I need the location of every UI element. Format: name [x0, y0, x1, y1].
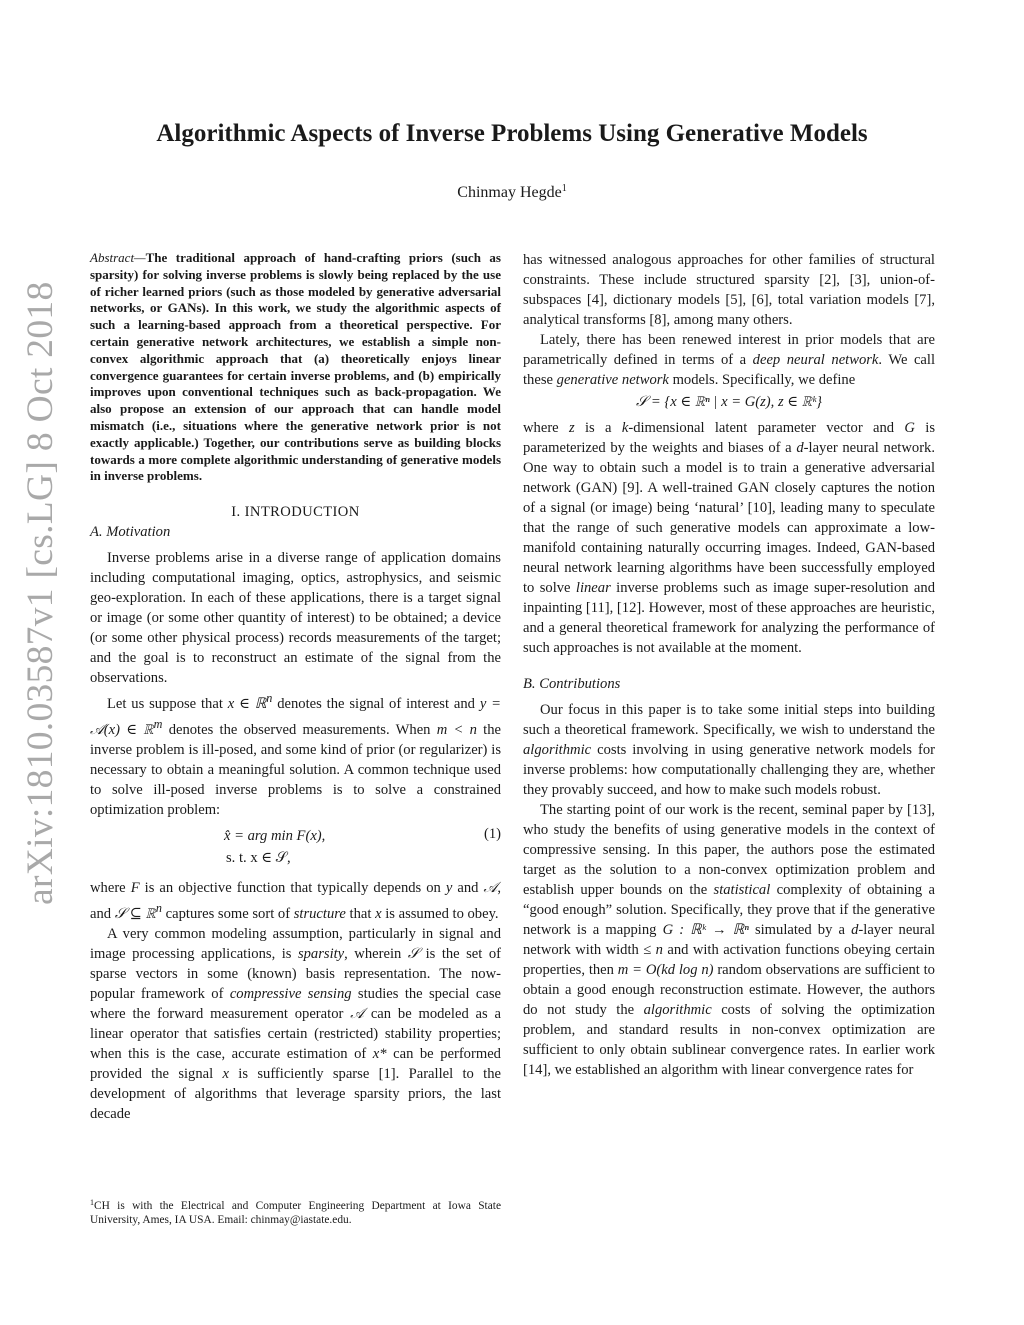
paper-title: Algorithmic Aspects of Inverse Problems Using Generative Models: [156, 120, 868, 147]
right-paragraph-3: [523, 418, 935, 658]
abstract-label: Abstract—: [90, 250, 146, 265]
text: is assumed to obey.: [385, 905, 499, 922]
math-z: z: [568, 420, 575, 436]
text: inverse problems such as image super-resolution and inpainting [11], [12]. However, most of these approaches are heuristic, and a general theoretical framework for analyzing the performance of such approaches is not available at the moment.: [523, 580, 935, 656]
author-name: [0, 178, 1024, 204]
text: is sufficiently sparse [1]. Parallel to the development of algorithms that leverage sparsity priors, the last decade: [90, 1065, 501, 1122]
equation-number: (1): [483, 825, 501, 842]
emphasis-statistical: statistical: [713, 882, 771, 898]
author-text: Chinmay Hegde: [457, 184, 562, 201]
text: studies the special case where the forward measurement operator: [90, 985, 501, 1022]
text: Our focus in this paper is to take some initial steps into building such a theoretical framework. Specifically, we wish to understand the: [523, 702, 935, 738]
text: can be performed provided the signal: [90, 1045, 501, 1082]
text: random observations are sufficient to obtain a good enough reconstruction estimate. However, the authors do not study the: [523, 962, 935, 1018]
math-S-subset: [114, 900, 162, 922]
text: is a: [585, 420, 612, 436]
math-y: y: [445, 879, 453, 896]
text: costs of solving the optimization problem, and standard results in non-convex optimization are sufficient to only obtain sublinear convergence rates. In earlier work [14], we established an algorithm with linear convergence rates for: [523, 1002, 936, 1078]
text: Lately, there has been renewed interest in prior models that are parametrically defined in terms of a: [523, 332, 935, 368]
text: -dimensional latent parameter vector and: [628, 420, 895, 436]
equation-1: [90, 824, 501, 870]
abstract-text: The traditional approach of hand-crafting priors (such as sparsity) for solving inverse problems is slowly being replaced by the use of richer learned priors (such as those modeled by generative adversarial networks, or GANs). In this work, we study the algorithmic aspects of such a learning-based approach from a theoretical perspective. For certain generative network architectures, we establish a simple non-convex algorithmic approach that (a) theoretically enjoys linear convergence guarantees for certain inverse problems, and (b) empirically improves upon conventional techniques such as back-propagation. We also propose an extension of our approach that can handle model mismatch (i.e., situations where the generative network prior is not exactly applicable.) Together, our contributions serve as building blocks towards a more complete algorithmic understanding of generative models in inverse problems.: [90, 250, 501, 484]
math-A: 𝒜: [350, 1005, 364, 1022]
math-sup: n: [266, 691, 273, 706]
math-S: 𝒮: [407, 945, 420, 962]
text: models. Specifically, we define: [672, 372, 856, 388]
math-F: F: [130, 879, 140, 896]
right-paragraph-5: [523, 800, 935, 1080]
right-paragraph-2: [523, 330, 935, 390]
equation-set-definition: 𝒮 = {x ∈ ℝⁿ | x = G(z), z ∈ ℝᵏ}: [635, 394, 823, 410]
text: , and: [90, 879, 501, 922]
text: that: [349, 905, 372, 922]
text: can be modeled as a linear operator that satisfies certain (restricted) stability properties; when this is the case, accurate estimation of: [90, 1005, 502, 1062]
emphasis-algorithmic: algorithmic: [523, 742, 592, 758]
text: A very common modeling assumption, particularly in signal and image processing applications, is: [90, 925, 501, 962]
text: simulated by a: [754, 922, 845, 938]
footnote-text: CH is with the Electrical and Computer Engineering Department at Iowa State University, Ames, IA USA. Email: chinmay@iastate.edu.: [90, 1200, 501, 1227]
subsection-heading-motivation: A. Motivation: [90, 524, 171, 541]
math-x-in-rn: [227, 691, 273, 713]
math-x-star: x*: [372, 1045, 387, 1062]
math-m-less-n: m < n: [436, 721, 477, 738]
math-G: G: [904, 420, 915, 436]
text: Let us suppose that: [107, 696, 223, 713]
left-column: [90, 250, 501, 1124]
right-paragraph-4: [523, 700, 935, 800]
text: captures some sort of: [165, 905, 291, 922]
math-sup: n: [155, 900, 162, 915]
math-k: k: [621, 420, 629, 436]
text: costs involving in using generative network models for inverse problems: how computationally challenging they are, whether they provably succeed, and how to make such models robust.: [523, 742, 935, 798]
intro-paragraph-1: Inverse problems arise in a diverse range of application domains including computational imaging, optics, astrophysics, and seismic geo-exploration. In each of these applications, there is a target signal or image (or some other quantity of interest) to be obtained; a device (or some other physical process) records measurements of the target; and the goal is to reconstruct an estimate of the signal from the observations.: [90, 550, 501, 687]
math-sample-complexity: m = O(kd log n): [617, 962, 714, 978]
text: is an objective function that typically depends on: [144, 879, 441, 896]
math-mapping-G: G : ℝᵏ → ℝⁿ: [662, 922, 749, 938]
text: denotes the signal of interest and: [277, 696, 475, 713]
author-footnote-mark: 1: [561, 183, 567, 194]
equation-1-line-2: s. t. x ∈ 𝒮,: [226, 849, 291, 866]
text: denotes the observed measurements. When: [168, 721, 431, 738]
abstract: [90, 250, 501, 485]
emphasis-generative-network: generative network: [556, 372, 669, 388]
emphasis-algorithmic: algorithmic: [643, 1002, 712, 1018]
right-paragraph-1: has witnessed analogous approaches for other families of structural constraints. These include structured sparsity [2], [3], union-of-subspaces [4], dictionary models [5], [6], total variation models [7], analytical transforms [8], among many others.: [523, 252, 935, 328]
arxiv-identifier: arXiv:1810.03587v1 [cs.LG] 8 Oct 2018: [20, 281, 61, 905]
text: is parameterized by the weights and biases of a: [523, 420, 936, 456]
math-text: 𝒮 ⊆ ℝ: [114, 905, 156, 922]
emphasis-compressive-sensing: compressive sensing: [229, 985, 352, 1002]
text: The starting point of our work is the recent, seminal paper by [13], who study the benefits of using generative models in the context of compressive sensing. In this paper, the authors pose the estimated target as the solution to a non-convex optimization problem and establish upper bounds on the: [523, 802, 935, 898]
intro-paragraph-2: [90, 688, 501, 820]
math-A: 𝒜: [483, 879, 498, 896]
text: and with activation functions obeying certain properties, then: [523, 942, 935, 978]
subsection-heading-contributions: B. Contributions: [523, 676, 621, 692]
math-x: x: [375, 905, 382, 922]
footnote: [90, 1196, 501, 1228]
text: where: [90, 879, 126, 896]
emphasis-linear: linear: [575, 580, 611, 596]
text: , wherein: [344, 945, 402, 962]
math-width: ≤ n: [643, 942, 663, 958]
intro-paragraph-3: [90, 878, 501, 924]
text: . We call these: [523, 352, 936, 388]
right-column: [523, 250, 935, 1080]
text: the inverse problem is ill-posed, and some kind of prior (or regularizer) is necessary to obtain a meaningful solution. A common technique used to solve ill-posed inverse problems is to solve a constrained optimization problem:: [90, 721, 501, 818]
math-sup: m: [153, 717, 163, 732]
math-d: d: [796, 440, 804, 456]
math-d: d: [851, 922, 859, 938]
section-heading-introduction: I. INTRODUCTION: [231, 504, 360, 521]
text: where: [523, 420, 559, 436]
emphasis-sparsity: sparsity: [297, 945, 345, 962]
equation-1-line-1: x̂ = arg min F(x),: [224, 827, 326, 844]
math-text: x ∈ ℝ: [227, 696, 267, 713]
text: -layer neural network with width: [523, 922, 936, 958]
text: is the set of sparse vectors in some (known) basis representation. The now-popular framework of: [90, 945, 501, 1002]
text: complexity of obtaining a “good enough” solution. Specifically, they prove that if the generative network is a mapping: [523, 882, 935, 938]
emphasis-structure: structure: [293, 905, 346, 922]
math-text: y = 𝒜(x) ∈ ℝ: [90, 696, 501, 738]
text: -layer neural network. One way to obtain such a model is to train a generative adversarial network (GAN) [9]. A well-trained GAN closely captures the notion of a signal (or image) being ‘natural’ [10], leading many to speculate that the range of such generative models can approximate a low-manifold containing naturally occurring images. Indeed, GAN-based neural network learning algorithms have been successfully employed to solve: [523, 440, 935, 596]
emphasis-deep-neural-network: deep neural network: [752, 352, 879, 368]
math-x: x: [222, 1065, 229, 1082]
text: and: [457, 879, 479, 896]
footnote-mark: 1: [90, 1198, 94, 1207]
intro-paragraph-4: [90, 924, 501, 1124]
